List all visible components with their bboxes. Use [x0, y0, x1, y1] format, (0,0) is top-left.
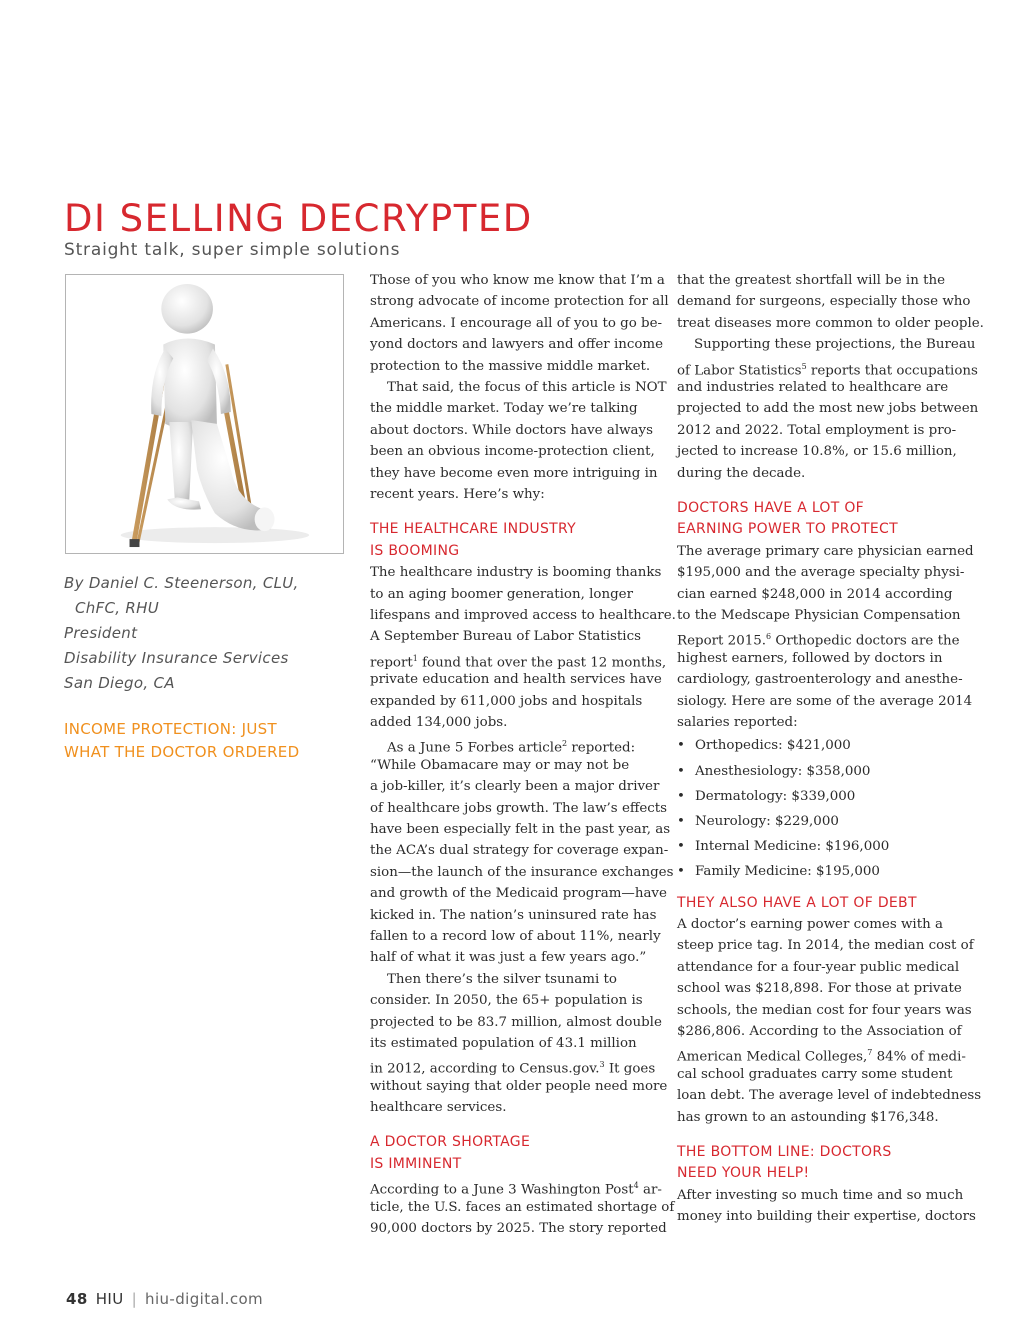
text-line: ticle, the U.S. faces an estimated shortage of: [370, 1199, 675, 1215]
footnote-ref: 1: [412, 653, 418, 663]
text-line: and industries related to healthcare are: [677, 379, 949, 395]
text-line: sion—the launch of the insurance exchanges: [370, 864, 674, 880]
text-line: Then there’s the silver tsunami to: [387, 971, 617, 987]
section-heading: [677, 1142, 973, 1185]
text-line: Americans. I encourage all of you to go be-: [370, 315, 663, 331]
text-line: A September Bureau of Labor Statistics: [370, 629, 641, 645]
text-line: [677, 626, 973, 647]
list-item: • Family Medicine: $195,000: [677, 859, 973, 884]
heading-line: THEY ALSO HAVE A LOT OF DEBT: [677, 894, 917, 911]
text-line: jected to increase 10.8%, or 15.6 million,: [677, 444, 957, 460]
text-line: strong advocate of income protection for all: [370, 294, 669, 310]
text-line: expanded by 611,000 jobs and hospitals: [370, 693, 643, 709]
text-line: about doctors. While doctors have always: [370, 422, 653, 438]
text-line: school was $218,898. For those at private: [677, 981, 962, 997]
text-line: added 134,000 jobs.: [370, 715, 508, 731]
text-line: [370, 648, 666, 669]
text-line: [370, 1175, 666, 1196]
byline-location: San Diego, CA: [64, 674, 175, 692]
footnote-ref: 4: [633, 1181, 639, 1191]
text-line: steep price tag. In 2014, the median cost of: [677, 938, 974, 954]
text-line: and growth of the Medicaid program—have: [370, 886, 667, 902]
text-line: healthcare services.: [370, 1100, 507, 1116]
text-line: demand for surgeons, especially those who: [677, 294, 971, 310]
article-photo: [65, 274, 344, 554]
text-line: [370, 1054, 666, 1075]
text-span: of Labor Statistics: [677, 363, 802, 379]
text-span: reports that occupations: [806, 363, 978, 379]
text-line: fallen to a record low of about 11%, nearly: [370, 928, 661, 944]
list-item: • Neurology: $229,000: [677, 809, 973, 834]
heading-line: A DOCTOR SHORTAGE: [370, 1134, 531, 1151]
text-line: The healthcare industry is booming thanks: [370, 565, 662, 581]
text-line: highest earners, followed by doctors in: [677, 650, 943, 666]
paragraph: [677, 334, 979, 484]
text-line: to an aging boomer generation, longer: [370, 586, 633, 602]
list-item: • Dermatology: $339,000: [677, 784, 973, 809]
text-line: Those of you who know me know that I’m a: [370, 273, 665, 288]
text-line: recent years. Here’s why:: [370, 486, 545, 502]
text-line: its estimated population of 43.1 million: [370, 1035, 637, 1051]
heading-line: IS BOOMING: [370, 542, 460, 559]
text-line: the ACA’s dual strategy for coverage expan-: [370, 843, 669, 859]
text-line: of healthcare jobs growth. The law’s effects: [370, 800, 668, 816]
text-line: without saying that older people need more: [370, 1078, 668, 1094]
text-line: treat diseases more common to older people.: [677, 315, 984, 331]
heading-line: THE BOTTOM LINE: DOCTORS: [677, 1143, 892, 1160]
paragraph: [677, 270, 984, 334]
figure-on-crutches-icon: [66, 275, 343, 553]
sidebar-heading: [64, 718, 344, 764]
author-byline: [64, 571, 344, 696]
text-line: [677, 356, 978, 379]
text-line: projected to be 83.7 million, almost double: [370, 1014, 662, 1030]
text-line: cal school graduates carry some student: [677, 1066, 953, 1082]
paragraph: [677, 914, 982, 1128]
section-heading: [370, 519, 666, 562]
paragraph: [677, 541, 973, 734]
heading-line: DOCTORS HAVE A LOT OF: [677, 499, 865, 516]
byline-company: Disability Insurance Services: [64, 649, 289, 667]
paragraph: [677, 1185, 976, 1228]
text-line: salaries reported:: [677, 715, 798, 731]
list-item: • Anesthesiology: $358,000: [677, 759, 973, 784]
text-span: It goes: [604, 1061, 656, 1077]
text-span: 84% of medi-: [872, 1049, 966, 1065]
paragraph: [370, 270, 669, 377]
text-line: a job-killer, it’s clearly been a major driver: [370, 779, 660, 795]
footnote-ref: 5: [801, 361, 807, 371]
heading-line: THE HEALTHCARE INDUSTRY: [370, 521, 577, 538]
text-line: Supporting these projections, the Bureau: [694, 337, 976, 353]
text-span: Report 2015.: [677, 633, 767, 649]
article-column-2: [677, 270, 984, 1228]
list-item: • Internal Medicine: $196,000: [677, 834, 973, 859]
page-footer: [66, 1290, 263, 1308]
heading-line: EARNING POWER TO PROTECT: [677, 521, 898, 538]
byline-role: President: [64, 624, 138, 642]
magazine-name: HIU: [95, 1290, 124, 1308]
text-line: schools, the median cost for four years was: [677, 1002, 972, 1018]
footer-separator: |: [131, 1290, 138, 1308]
text-line: projected to add the most new jobs between: [677, 401, 979, 417]
text-line: The average primary care physician earned: [677, 543, 974, 559]
page-number: 48: [66, 1290, 88, 1308]
text-line: money into building their expertise, doctors: [677, 1209, 976, 1225]
text-line: private education and health services have: [370, 672, 662, 688]
text-line: “While Obamacare may or may not be: [370, 757, 630, 773]
text-span: ar-: [638, 1182, 662, 1198]
byline-author: By Daniel C. Steenerson, CLU,: [64, 574, 299, 592]
sidebar-heading-line: WHAT THE DOCTOR ORDERED: [64, 743, 300, 761]
text-line: they have become even more intriguing in: [370, 465, 658, 481]
heading-line: IS IMMINENT: [370, 1155, 462, 1172]
text-line: A doctor’s earning power comes with a: [677, 917, 943, 933]
text-line: [677, 1042, 973, 1063]
text-span: American Medical Colleges,: [677, 1049, 868, 1065]
text-line: been an obvious income-protection client,: [370, 444, 655, 460]
footnote-ref: 2: [562, 739, 568, 749]
text-span: found that over the past 12 months,: [417, 655, 667, 671]
byline-credentials: ChFC, RHU: [75, 599, 159, 617]
text-line: [370, 733, 666, 754]
text-line: that the greatest shortfall will be in the: [677, 273, 946, 288]
website-link[interactable]: hiu-digital.com: [145, 1290, 264, 1308]
paragraph: [370, 969, 666, 1119]
text-line: during the decade.: [677, 465, 806, 481]
page-title: DI SELLING DECRYPTED: [64, 197, 533, 240]
text-line: siology. Here are some of the average 2014: [677, 693, 973, 709]
text-line: protection to the massive middle market.: [370, 358, 651, 374]
paragraph: [370, 562, 676, 733]
text-span: report: [370, 655, 413, 671]
list-item: • Orthopedics: $421,000: [677, 733, 973, 758]
text-span: As a June 5 Forbes article: [387, 740, 563, 756]
section-heading: [677, 498, 973, 541]
article-column-1: [370, 270, 676, 1240]
paragraph: [370, 1175, 675, 1239]
footnote-ref: 6: [766, 632, 772, 642]
text-line: $195,000 and the average specialty physi-: [677, 565, 965, 581]
footnote-ref: 3: [599, 1060, 605, 1070]
text-span: According to a June 3 Washington Post: [370, 1182, 634, 1198]
sidebar-heading-line: INCOME PROTECTION: JUST: [64, 720, 277, 738]
text-span: Orthopedic doctors are the: [771, 633, 960, 649]
text-span: in 2012, according to Census.gov.: [370, 1061, 600, 1077]
text-line: have been especially felt in the past year, as: [370, 821, 671, 837]
text-line: 90,000 doctors by 2025. The story reported: [370, 1221, 667, 1237]
text-line: That said, the focus of this article is NOT: [387, 379, 667, 395]
salary-list: [677, 733, 973, 884]
text-line: has grown to an astounding $176,348.: [677, 1109, 939, 1125]
text-line: 2012 and 2022. Total employment is pro-: [677, 422, 957, 438]
page-subtitle: Straight talk, super simple solutions: [64, 240, 401, 260]
text-line: After investing so much time and so much: [677, 1187, 964, 1203]
text-line: consider. In 2050, the 65+ population is: [370, 993, 643, 1009]
paragraph: [370, 377, 666, 505]
section-heading: [370, 1132, 666, 1175]
text-line: $286,806. According to the Association of: [677, 1024, 962, 1039]
text-line: attendance for a four-year public medical: [677, 959, 960, 975]
text-line: cardiology, gastroenterology and anesthe-: [677, 672, 963, 688]
text-line: loan debt. The average level of indebtedness: [677, 1088, 982, 1104]
text-line: yond doctors and lawyers and offer income: [370, 337, 664, 353]
text-line: lifespans and improved access to healthcare.: [370, 608, 676, 624]
text-span: reported:: [567, 740, 636, 756]
footnote-ref: 7: [867, 1048, 873, 1058]
section-heading: [677, 893, 973, 915]
text-line: to the Medscape Physician Compensation: [677, 608, 961, 624]
heading-line: NEED YOUR HELP!: [677, 1165, 810, 1182]
paragraph: [370, 733, 674, 968]
text-line: cian earned $248,000 in 2014 according: [677, 586, 953, 602]
text-line: half of what it was just a few years ago.”: [370, 950, 647, 966]
text-line: kicked in. The nation’s uninsured rate has: [370, 907, 657, 923]
text-line: the middle market. Today we’re talking: [370, 401, 638, 417]
